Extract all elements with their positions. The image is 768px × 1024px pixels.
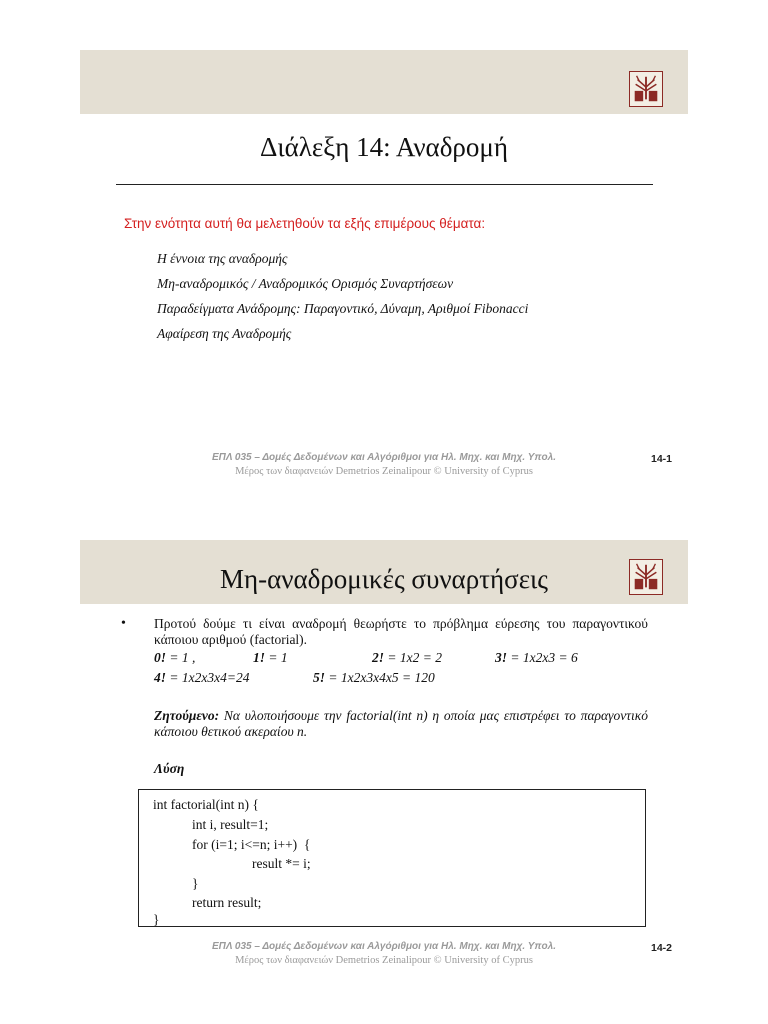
title-divider xyxy=(116,184,653,185)
topics-list xyxy=(157,250,528,350)
requirement-text: Ζητούμενο: Να υλοποιήσουμε την factorial(int n) η οποία μας επιστρέφει το παραγοντικό κάποιου θετικού ακεραίου n. xyxy=(154,708,648,739)
intro-text: Στην ενότητα αυτή θα μελετηθούν τα εξής επιμέρους θέματα: xyxy=(124,216,486,231)
factorial-example: 1! = 1 xyxy=(253,650,288,665)
code-line: } xyxy=(192,876,199,891)
code-line: return result; xyxy=(192,895,262,910)
code-line: int factorial(int n) { xyxy=(153,797,259,812)
slide-14-1 xyxy=(0,0,768,490)
factorial-example: 4! = 1x2x3x4=24 xyxy=(154,670,250,685)
topic-item: Η έννοια της αναδρομής xyxy=(157,251,288,266)
slide-title: Διάλεξη 14: Αναδρομή xyxy=(259,132,508,162)
factorial-example: 2! = 1x2 = 2 xyxy=(372,650,442,665)
bullet-icon: • xyxy=(121,616,126,631)
slide-title: Μη-αναδρομικές συναρτήσεις xyxy=(219,564,548,594)
code-line: } xyxy=(153,912,160,927)
solution-label: Λύση xyxy=(154,761,185,776)
page-number: 14-1 xyxy=(650,453,672,465)
footer-credit: Μέρος των διαφανειών Demetrios Zeinalipour © University of Cyprus xyxy=(235,955,533,966)
slide-footer xyxy=(80,452,688,477)
footer-course: ΕΠΛ 035 – Δομές Δεδομένων και Αλγόριθμοι για Ηλ. Μηχ. και Μηχ. Υπολ. xyxy=(211,941,556,952)
slide-footer xyxy=(80,941,688,966)
slide-header-banner xyxy=(80,50,688,114)
topic-item: Παραδείγματα Ανάδρομης: Παραγοντικό, Δύναμη, Αριθμοί Fibonacci xyxy=(157,301,529,316)
code-line: int i, result=1; xyxy=(192,817,269,832)
slide-14-2 xyxy=(0,540,768,1024)
footer-course: ΕΠΛ 035 – Δομές Δεδομένων και Αλγόριθμοι για Ηλ. Μηχ. και Μηχ. Υπολ. xyxy=(211,452,556,463)
footer-credit: Μέρος των διαφανειών Demetrios Zeinalipour © University of Cyprus xyxy=(235,466,533,477)
code-line: result *= i; xyxy=(252,856,311,871)
topic-item: Αφαίρεση της Αναδρομής xyxy=(157,326,292,341)
page-number: 14-2 xyxy=(650,942,672,954)
factorial-example: 5! = 1x2x3x4x5 = 120 xyxy=(313,670,435,685)
code-block xyxy=(138,789,646,927)
topic-item: Μη-αναδρομικός / Αναδρομικός Ορισμός Συναρτήσεων xyxy=(157,276,454,291)
code-line: for (i=1; i<=n; i++) { xyxy=(192,837,311,852)
university-logo-icon xyxy=(629,71,663,107)
bullet-paragraph: Προτού δούμε τι είναι αναδρομή θεωρήστε το πρόβλημα εύρεσης του παραγοντικού κάποιου αριθμού (factorial). xyxy=(154,616,648,647)
requirement-label: Ζητούμενο: xyxy=(154,708,220,723)
factorial-example: 0! = 1 , xyxy=(154,650,196,665)
factorial-example: 3! = 1x2x3 = 6 xyxy=(495,650,578,665)
